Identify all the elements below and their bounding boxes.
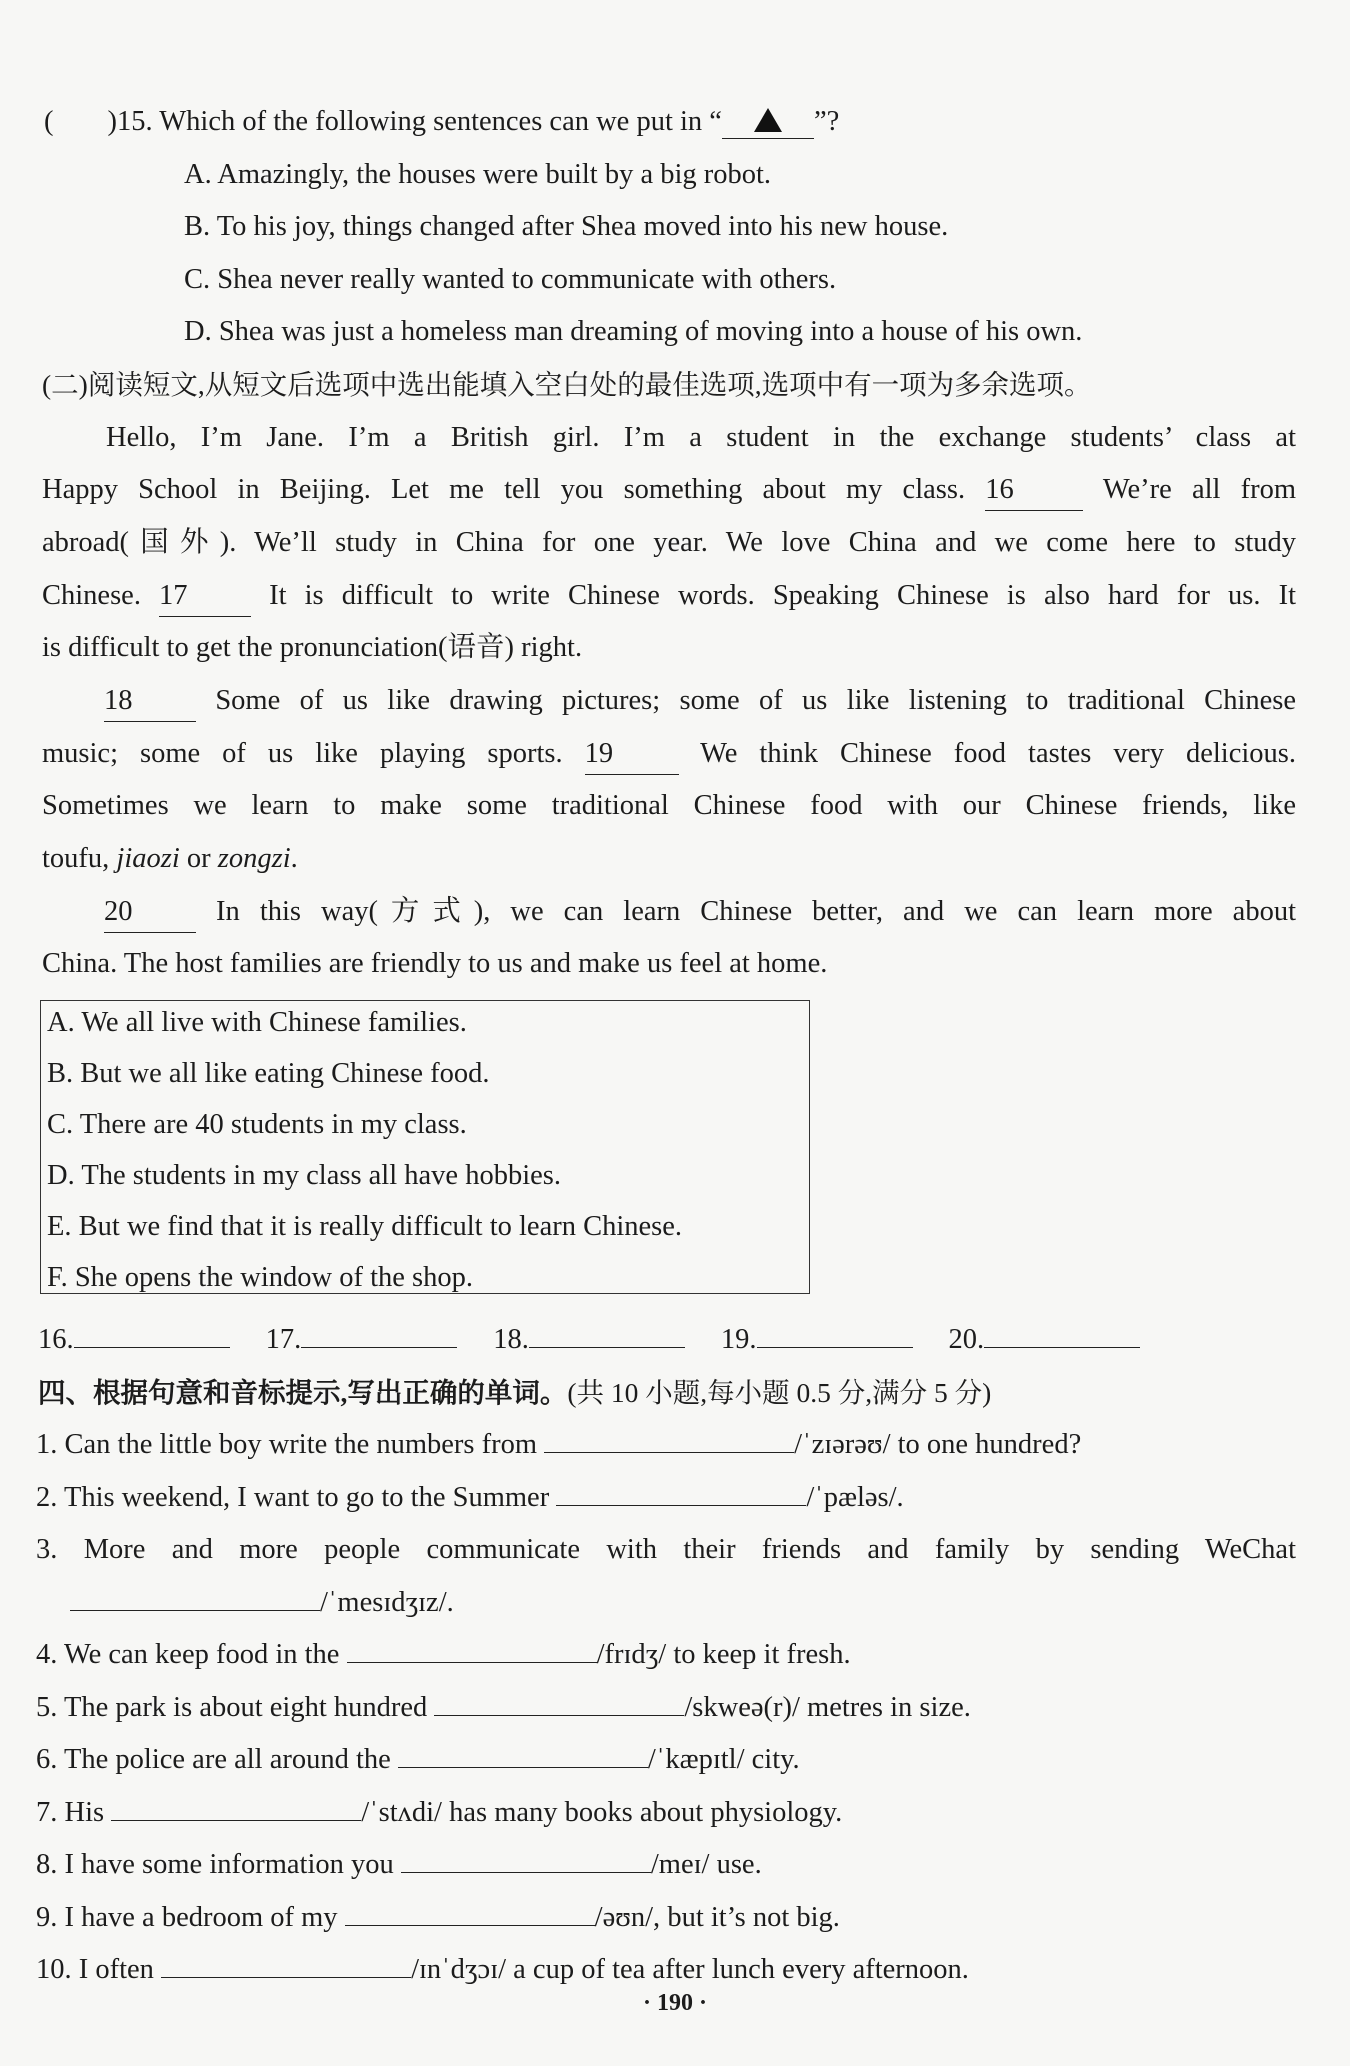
answer-row: 16. 17. 18. 19. 20.: [38, 1320, 1140, 1360]
passage-line-1: Hello, I’m Jane. I’m a British girl. I’m a student in the exchange students’ class at: [106, 422, 1296, 453]
answer-blank-20[interactable]: [984, 1347, 1140, 1348]
item-3-blank[interactable]: [70, 1610, 320, 1611]
options-box: [40, 1000, 810, 1294]
item-6: 6. The police are all around the /ˈkæpɪtl/ city.: [36, 1744, 800, 1775]
item-4-blank[interactable]: [347, 1662, 597, 1663]
item-5-blank[interactable]: [434, 1715, 684, 1716]
box-option-f: F. She opens the window of the shop.: [47, 1262, 473, 1293]
passage-line-5: is difficult to get the pronunciation(语音) right.: [42, 632, 583, 663]
item-2: 2. This weekend, I want to go to the Summer /ˈpæləs/.: [36, 1482, 904, 1513]
item-9-blank[interactable]: [345, 1925, 595, 1926]
box-option-a: A. We all live with Chinese families.: [47, 1007, 467, 1038]
section-4-heading: 四、根据句意和音标提示,写出正确的单词。(共 10 小题,每小题 0.5 分,满分 5 分): [38, 1377, 992, 1408]
q15-option-b: B. To his joy, things changed after Shea moved into his new house.: [184, 211, 949, 242]
item-7-blank[interactable]: [111, 1820, 361, 1821]
item-7: 7. His /ˈstʌdi/ has many books about physiology.: [36, 1797, 843, 1828]
item-2-blank[interactable]: [556, 1505, 806, 1506]
item-9: 9. I have a bedroom of my /əʊn/, but it’s not big.: [36, 1902, 840, 1933]
answer-blank-16[interactable]: [74, 1347, 230, 1348]
passage-line-6: 18 Some of us like drawing pictures; some of us like listening to traditional Chinese: [104, 681, 1296, 722]
passage-line-3: abroad(国外). We’ll study in China for one year. We love China and we come here to study: [42, 527, 1296, 558]
blank-16: 16: [985, 470, 1083, 511]
passage-line-8: Sometimes we learn to make some traditional Chinese food with our Chinese friends, like: [42, 790, 1296, 821]
item-4: 4. We can keep food in the /frɪdʒ/ to keep it fresh.: [36, 1639, 851, 1670]
q15-option-a: A. Amazingly, the houses were built by a big robot.: [184, 159, 772, 190]
answer-blank-17[interactable]: [301, 1347, 457, 1348]
item-10-blank[interactable]: [161, 1977, 411, 1978]
item-3: 3. More and more people communicate with their friends and family by sending WeChat: [36, 1534, 1296, 1565]
blank-20: 20: [104, 892, 196, 933]
box-option-d: D. The students in my class all have hobbies.: [47, 1160, 561, 1191]
section-2-instruction: (二)阅读短文,从短文后选项中选出能填入空白处的最佳选项,选项中有一项为多余选项。: [42, 369, 1092, 400]
passage-line-11: China. The host families are friendly to us and make us feel at home.: [42, 948, 828, 979]
passage-line-2: Happy School in Beijing. Let me tell you something about my class. 16 We’re all from: [42, 470, 1296, 511]
passage-line-4: Chinese. 17 It is difficult to write Chinese words. Speaking Chinese is also hard for us. It: [42, 576, 1296, 617]
passage-line-9: toufu, jiaozi or zongzi.: [42, 843, 298, 874]
placeholder-blank: [722, 106, 814, 139]
page-number: · 190 ·: [642, 1990, 707, 2016]
item-5: 5. The park is about eight hundred /skweə(r)/ metres in size.: [36, 1692, 971, 1723]
blank-18: 18: [104, 681, 196, 722]
answer-blank-18[interactable]: [529, 1347, 685, 1348]
triangle-marker-icon: [754, 108, 782, 132]
item-10: 10. I often /ɪnˈdʒɔɪ/ a cup of tea after lunch every afternoon.: [36, 1954, 969, 1985]
question-15-stem: ( )15. Which of the following sentences can we put in “ ”?: [44, 106, 840, 137]
box-option-e: E. But we find that it is really difficult to learn Chinese.: [47, 1211, 683, 1242]
item-1: 1. Can the little boy write the numbers from /ˈzɪərəʊ/ to one hundred?: [36, 1429, 1082, 1460]
blank-17: 17: [159, 576, 251, 617]
q15-option-d: D. Shea was just a homeless man dreaming of moving into a house of his own.: [184, 316, 1083, 347]
blank-19: 19: [585, 734, 679, 775]
passage-line-7: music; some of us like playing sports. 19 We think Chinese food tastes very delicious.: [42, 734, 1296, 775]
item-1-blank[interactable]: [544, 1452, 794, 1453]
answer-blank-19[interactable]: [757, 1347, 913, 1348]
box-option-c: C. There are 40 students in my class.: [47, 1109, 467, 1140]
item-8: 8. I have some information you /meɪ/ use.: [36, 1849, 762, 1880]
passage-line-10: 20 In this way(方式), we can learn Chinese better, and we can learn more about: [104, 892, 1296, 933]
item-3-cont: /ˈmesɪdʒɪz/.: [70, 1583, 454, 1623]
item-6-blank[interactable]: [398, 1767, 648, 1768]
q15-option-c: C. Shea never really wanted to communicate with others.: [184, 264, 837, 295]
box-option-b: B. But we all like eating Chinese food.: [47, 1058, 490, 1089]
item-8-blank[interactable]: [401, 1872, 651, 1873]
